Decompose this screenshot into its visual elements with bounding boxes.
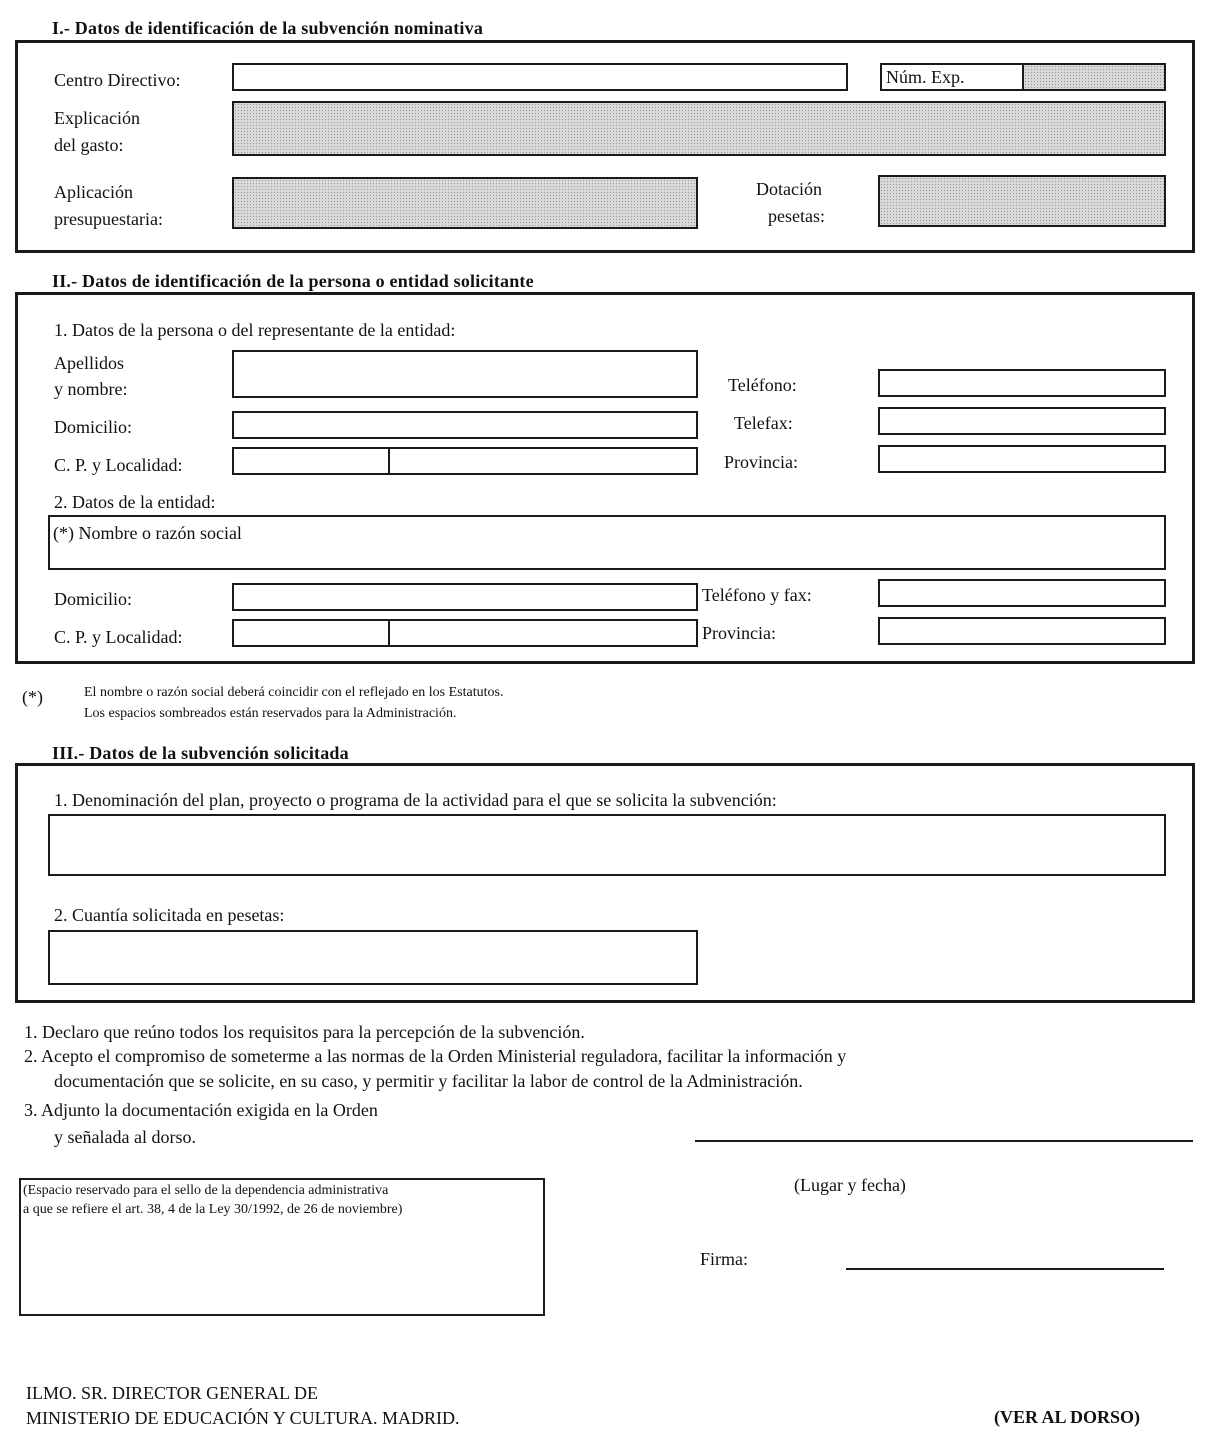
num-exp-field[interactable] <box>880 63 1166 91</box>
cp-localidad-field[interactable] <box>232 447 698 475</box>
stamp-box <box>19 1178 545 1316</box>
section-1-box <box>15 40 1195 253</box>
apellidos-label-1: Apellidos <box>54 353 124 373</box>
declaration-3b: y señalada al dorso. <box>54 1127 196 1147</box>
domicilio-field[interactable] <box>232 411 698 439</box>
section-2-box <box>15 292 1195 664</box>
explicacion-label-1: Explicación <box>54 108 140 128</box>
provincia-entidad-field[interactable] <box>878 617 1166 645</box>
section-3-sub1: 1. Denominación del plan, proyecto o programa de la actividad para el que se solicita la subvención: <box>54 790 777 810</box>
aplicacion-label-1: Aplicación <box>54 182 133 202</box>
stamp-line-1: (Espacio reservado para el sello de la dependencia administrativa <box>23 1183 389 1198</box>
cp-localidad-entidad-label: C. P. y Localidad: <box>54 627 183 647</box>
aplicacion-presupuestaria-field <box>232 177 698 229</box>
section-2-sub2: 2. Datos de la entidad: <box>54 492 216 512</box>
telefono-fax-label: Teléfono y fax: <box>702 585 812 605</box>
nombre-razon-social-label: (*) Nombre o razón social <box>53 523 242 543</box>
declaration-1: 1. Declaro que reúno todos los requisitos para la percepción de la subvención. <box>24 1022 585 1042</box>
apellidos-nombre-field[interactable] <box>232 350 698 398</box>
declaration-3a: 3. Adjunto la documentación exigida en la Orden <box>24 1100 378 1120</box>
cp-localidad-entidad-field[interactable] <box>232 619 698 647</box>
ver-al-dorso: (VER AL DORSO) <box>994 1407 1141 1427</box>
section-2-title: II.- Datos de identificación de la persona o entidad solicitante <box>52 271 534 291</box>
dotacion-label-2: pesetas: <box>768 206 825 226</box>
footnote-line-2: Los espacios sombreados están reservados para la Administración. <box>84 706 457 721</box>
domicilio-label: Domicilio: <box>54 417 132 437</box>
centro-directivo-label: Centro Directivo: <box>54 70 181 90</box>
domicilio-entidad-field[interactable] <box>232 583 698 611</box>
cp-localidad-label: C. P. y Localidad: <box>54 455 183 475</box>
explicacion-label-2: del gasto: <box>54 135 124 155</box>
provincia-field[interactable] <box>878 445 1166 473</box>
num-exp-shaded-box <box>1022 65 1164 89</box>
addressee-line-2: MINISTERIO DE EDUCACIÓN Y CULTURA. MADRID. <box>26 1408 460 1428</box>
firma-line[interactable] <box>846 1268 1164 1270</box>
section-1-title: I.- Datos de identificación de la subvención nominativa <box>52 18 484 38</box>
firma-label: Firma: <box>700 1249 748 1269</box>
lugar-fecha-line[interactable] <box>695 1140 1193 1142</box>
section-3-box <box>15 763 1195 1003</box>
footnote-mark: (*) <box>22 687 43 707</box>
centro-directivo-field[interactable] <box>232 63 848 91</box>
provincia-entidad-label: Provincia: <box>702 623 776 643</box>
nombre-razon-social-field[interactable] <box>48 515 1166 570</box>
dotacion-label-1: Dotación <box>756 179 822 199</box>
cp-entidad-divider <box>388 621 390 645</box>
provincia-label: Provincia: <box>724 452 798 472</box>
dotacion-pesetas-field <box>878 175 1166 227</box>
explicacion-gasto-field <box>232 101 1166 156</box>
stamp-line-2: a que se refiere el art. 38, 4 de la Ley 30/1992, de 26 de noviembre) <box>23 1202 403 1217</box>
aplicacion-label-2: presupuestaria: <box>54 209 163 229</box>
telefax-label: Telefax: <box>734 413 793 433</box>
declaration-2a: 2. Acepto el compromiso de someterme a las normas de la Orden Ministerial reguladora, facilitar la información y <box>24 1046 847 1066</box>
section-2-sub1: 1. Datos de la persona o del representante de la entidad: <box>54 320 456 340</box>
addressee-line-1: ILMO. SR. DIRECTOR GENERAL DE <box>26 1383 318 1403</box>
telefono-label: Teléfono: <box>728 375 797 395</box>
telefono-field[interactable] <box>878 369 1166 397</box>
declaration-2b: documentación que se solicite, en su caso, y permitir y facilitar la labor de control de la Administración. <box>54 1071 803 1091</box>
num-exp-label: Núm. Exp. <box>886 67 965 87</box>
domicilio-entidad-label: Domicilio: <box>54 589 132 609</box>
denominacion-field[interactable] <box>48 814 1166 876</box>
apellidos-label-2: y nombre: <box>54 379 128 399</box>
cuantia-field[interactable] <box>48 930 698 985</box>
telefax-field[interactable] <box>878 407 1166 435</box>
footnote-line-1: El nombre o razón social deberá coincidir con el reflejado en los Estatutos. <box>84 685 504 700</box>
lugar-fecha-label: (Lugar y fecha) <box>794 1175 906 1195</box>
section-3-title: III.- Datos de la subvención solicitada <box>52 743 349 763</box>
telefono-fax-field[interactable] <box>878 579 1166 607</box>
section-3-sub2: 2. Cuantía solicitada en pesetas: <box>54 905 285 925</box>
cp-divider <box>388 449 390 473</box>
